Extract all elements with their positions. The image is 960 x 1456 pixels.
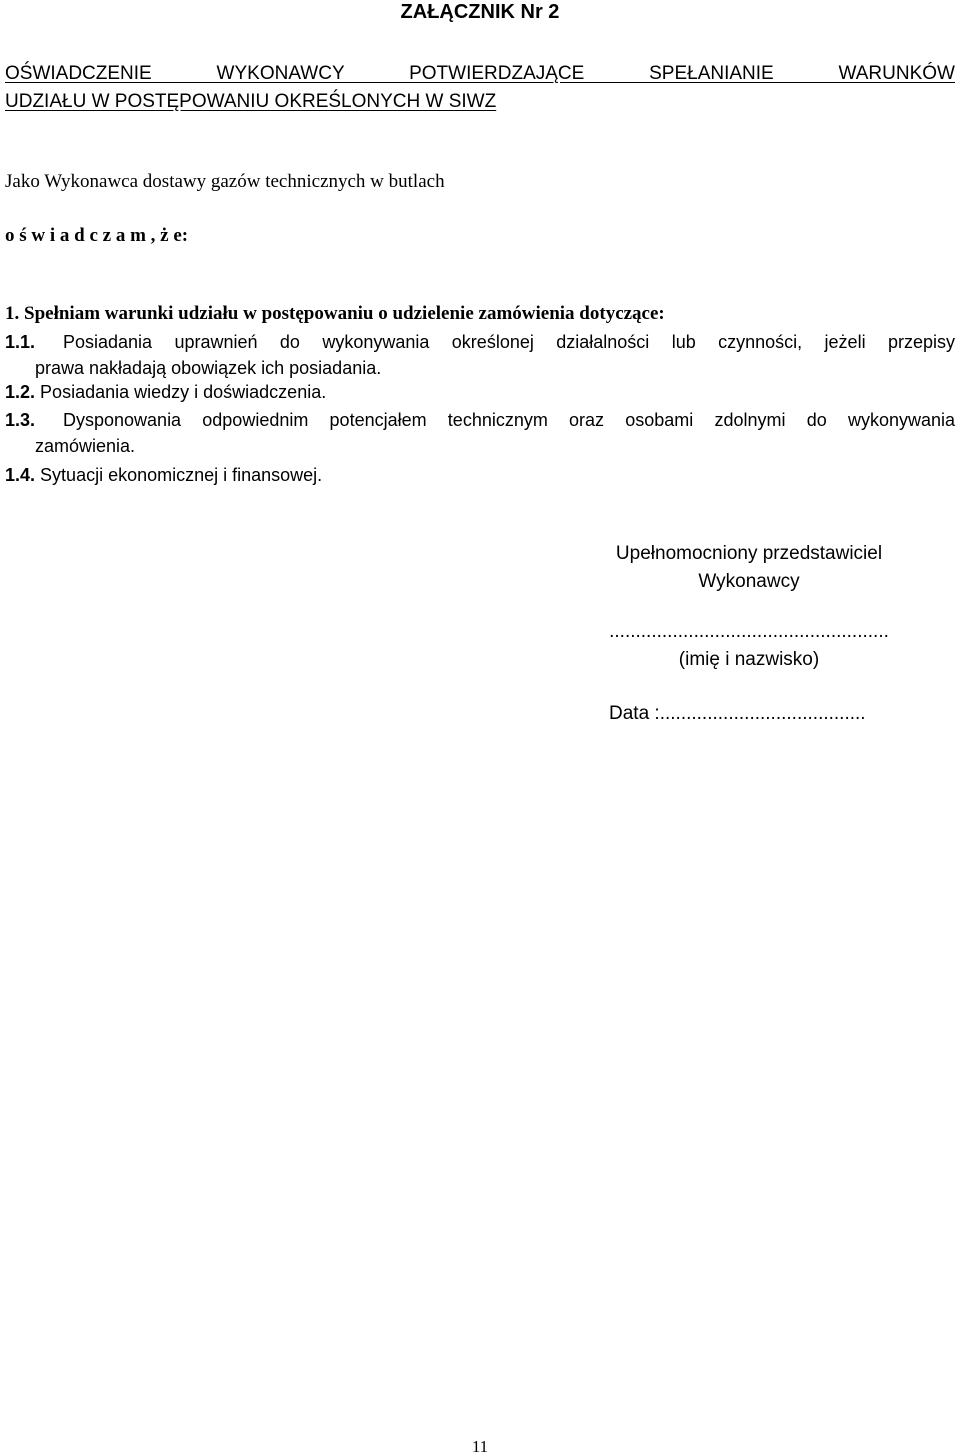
item-1-1-number — [5, 333, 35, 351]
item-1-3-line-2: zamówienia. — [35, 436, 136, 456]
statement-heading-line-2: UDZIAŁU W POSTĘPOWANIU OKREŚLONYCH W SIWZ — [5, 91, 497, 112]
intro-text: Jako Wykonawca dostawy gazów technicznych w butlach — [5, 171, 445, 192]
declaration-text: o ś w i a d c z a m , ż e: — [5, 225, 189, 246]
item-1-4 — [5, 466, 322, 484]
section-1 — [5, 304, 665, 323]
item-1-1-line-2: prawa nakładają obowiązek ich posiadania. — [35, 358, 382, 378]
item-1-3-number — [5, 411, 35, 429]
item-1-1-line-1: Posiadania uprawnień do wykonywania określonej działalności lub czynności, jeżeli przepisy — [63, 332, 955, 352]
item-text: Sytuacji ekonomicznej i finansowej. — [40, 465, 323, 485]
date-field — [609, 704, 866, 723]
signature-role-line-1: Upełnomocniony przedstawiciel — [615, 543, 883, 564]
signature-role-line-2: Wykonawcy — [698, 571, 800, 592]
date-dots: ....................................... — [659, 703, 866, 724]
section-1-number: 1. — [5, 303, 20, 324]
statement-heading-line-1: OŚWIADCZENIE WYKONAWCY POTWIERDZAJĄCE SPEŁANIANIE WARUNKÓW — [5, 63, 955, 84]
item-1-2 — [5, 383, 326, 401]
attachment-title: ZAŁĄCZNIK Nr 2 — [400, 1, 560, 23]
item-number: 1.3. — [5, 410, 36, 430]
date-label: Data : — [609, 703, 660, 724]
item-number: 1.4. — [5, 465, 36, 485]
page-number: 11 — [471, 1437, 489, 1456]
item-number: 1.2. — [5, 382, 36, 402]
item-text: Posiadania wiedzy i doświadczenia. — [40, 382, 327, 402]
signature-name-label: (imię i nazwisko) — [678, 649, 820, 670]
item-number: 1.1. — [5, 332, 36, 352]
section-1-text: Spełniam warunki udziału w postępowaniu o udzielenie zamówienia dotyczące: — [24, 303, 665, 324]
signature-dots: ..................................................... — [609, 621, 889, 642]
item-1-3-line-1: Dysponowania odpowiednim potencjałem technicznym oraz osobami zdolnymi do wykonywania — [63, 410, 955, 430]
